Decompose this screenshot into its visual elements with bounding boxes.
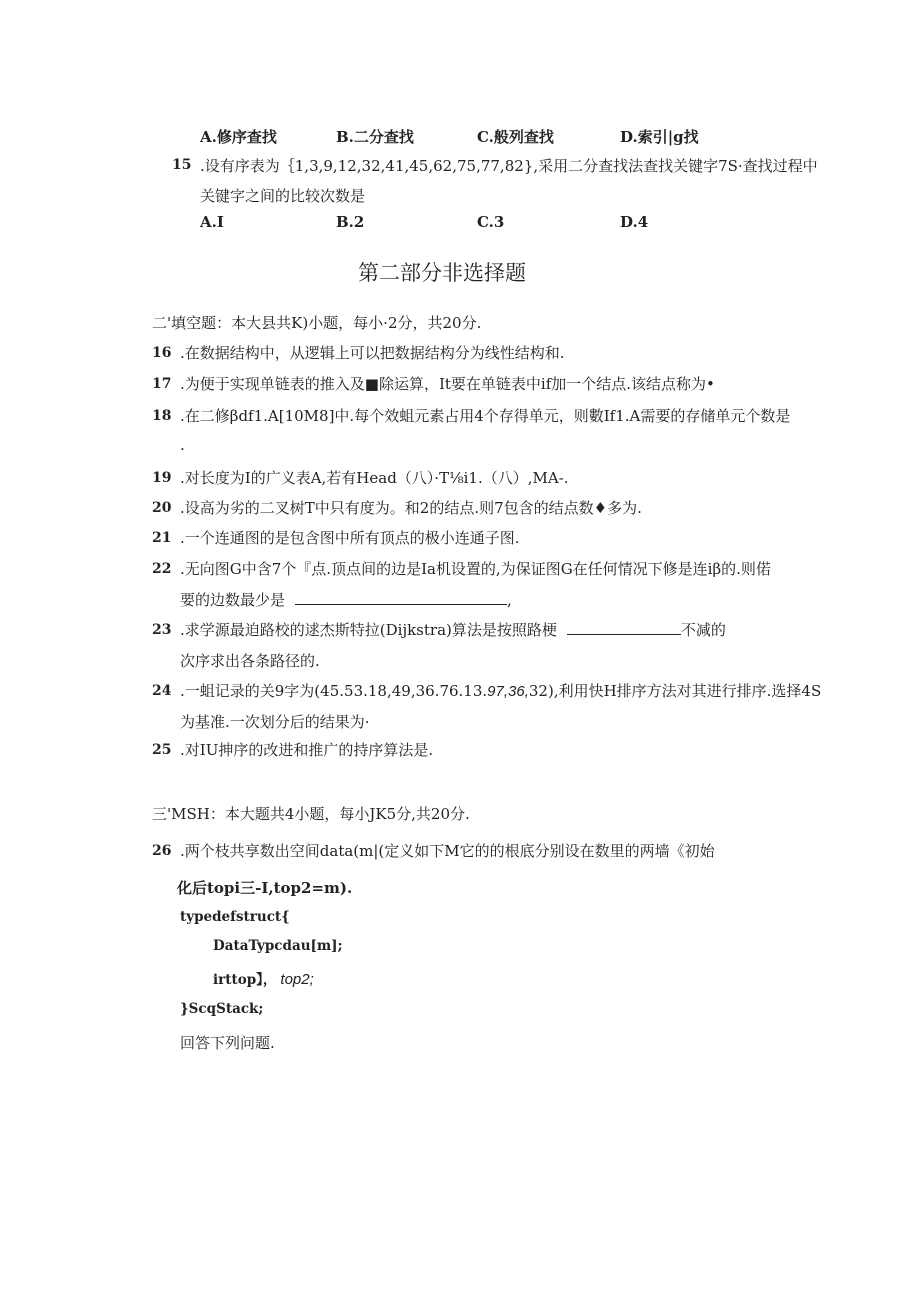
q21-text: .一个连通图的是包含图中所有顶点的极小连通子图. <box>180 529 520 547</box>
section3-heading: 三'MSH：本大题共4小题，每小JK5分,共20分. <box>152 805 470 823</box>
code-line-data: DataTypcdau[m]; <box>213 938 343 954</box>
q26-text-line2: 化后topi三-I,top2=m). <box>177 879 353 897</box>
code-line-top-a: irttop】， <box>213 972 277 988</box>
q21-number: 21 <box>152 530 172 546</box>
part-title: 第二部分非选择题 <box>358 261 526 285</box>
q24-text-line1 <box>180 680 821 701</box>
q23-text-line2: 次序求出各条路径的. <box>180 652 320 670</box>
q16-number: 16 <box>152 345 172 361</box>
q26-text-line1: .两个枝共享数出空间data(m|(定义如下M它的的根底分别设在数里的两墙《初始 <box>180 842 715 860</box>
q23-text-line1-label: .求学源最迫路校的逑杰斯特拉(Dijkstra)算法是按照路梗 <box>180 621 557 639</box>
q23-text-line1 <box>180 619 726 640</box>
code-line-top <box>213 968 314 988</box>
q15-option-c: C.3 <box>477 213 505 231</box>
q23-number: 23 <box>152 622 172 638</box>
q26-number: 26 <box>152 843 172 859</box>
q23-text-line1-end: 不减的 <box>680 621 726 639</box>
q24-text-line1-b: 32),利用快H排序方法对其进行排序.选择4S <box>528 682 822 700</box>
q22-text-line2 <box>180 589 512 610</box>
q15-option-d: D.4 <box>620 213 649 231</box>
code-line-end: }ScqStack; <box>180 1001 264 1017</box>
q14-option-a: A.修序查找 <box>200 128 277 146</box>
q24-number: 24 <box>152 683 172 699</box>
q19-text: .对长度为I的广义表A,若有Head（八）·T⅛i1.（八）,MA-. <box>180 469 569 487</box>
q24-text-line1-italic: 97,36, <box>487 683 529 700</box>
q14-option-d: D.索引|g找 <box>620 128 699 146</box>
q25-text: .对IU抻序的改进和推广的持序算法是. <box>180 741 434 759</box>
q26-instruction: 回答下列问题. <box>180 1034 275 1052</box>
q22-text-line1: .无向图G中含7个『点.顶点间的边是Ia机设置的,为保证图G在任何情况下修是连iβ的.则偌 <box>180 560 771 578</box>
q25-number: 25 <box>152 742 172 758</box>
q15-text-line1: .设有序表为｛1,3,9,12,32,41,45,62,75,77,82},采用二分查找法查找关键字7S·查找过程中 <box>200 157 818 175</box>
q17-number: 17 <box>152 376 172 392</box>
answer-blank <box>567 622 681 635</box>
q24-text-line1-a: .一蛆记录的关9字为(45.53.18,49,36.76.13. <box>180 682 488 700</box>
answer-blank <box>295 592 507 605</box>
q18-text-line1: .在二修βdf1.A[10M8]中.每个效蛆元素占用4个存得单元，则數If1.A需要的存储单元个数是 <box>180 407 791 425</box>
q14-option-b: B.二分查找 <box>336 128 414 146</box>
q16-text: .在数据结构中，从逻辑上可以把数据结构分为线性结构和. <box>180 344 565 362</box>
q19-number: 19 <box>152 470 172 486</box>
q24-text-line2: 为基准.一次划分后的结果为· <box>180 713 370 731</box>
q18-number: 18 <box>152 408 172 424</box>
code-line-typedef: typedefstruct{ <box>180 909 290 925</box>
q15-option-a: A.I <box>200 213 224 231</box>
q15-number: 15 <box>172 157 192 173</box>
q18-text-line2: . <box>180 436 185 454</box>
q22-text-line2-end: , <box>507 591 512 609</box>
q22-number: 22 <box>152 561 172 577</box>
code-line-top-b: top2; <box>280 971 314 988</box>
q20-number: 20 <box>152 500 172 516</box>
section2-heading: 二'填空题：本大县共K)小题，每小·2分，共20分. <box>152 314 482 332</box>
q22-text-line2-label: 要的边数最少是 <box>180 591 286 609</box>
q14-option-c: C.般列查找 <box>477 128 554 146</box>
q15-option-b: B.2 <box>336 213 365 231</box>
q17-text: .为便于实现单链表的推入及■除运算，It要在单链表中if加一个结点.该结点称为• <box>180 375 715 393</box>
q15-text-line2: 关键字之间的比较次数是 <box>200 187 366 205</box>
q20-text: .设高为劣的二叉树T中只有度为。和2的结点.则7包含的结点数♦多为. <box>180 499 642 517</box>
